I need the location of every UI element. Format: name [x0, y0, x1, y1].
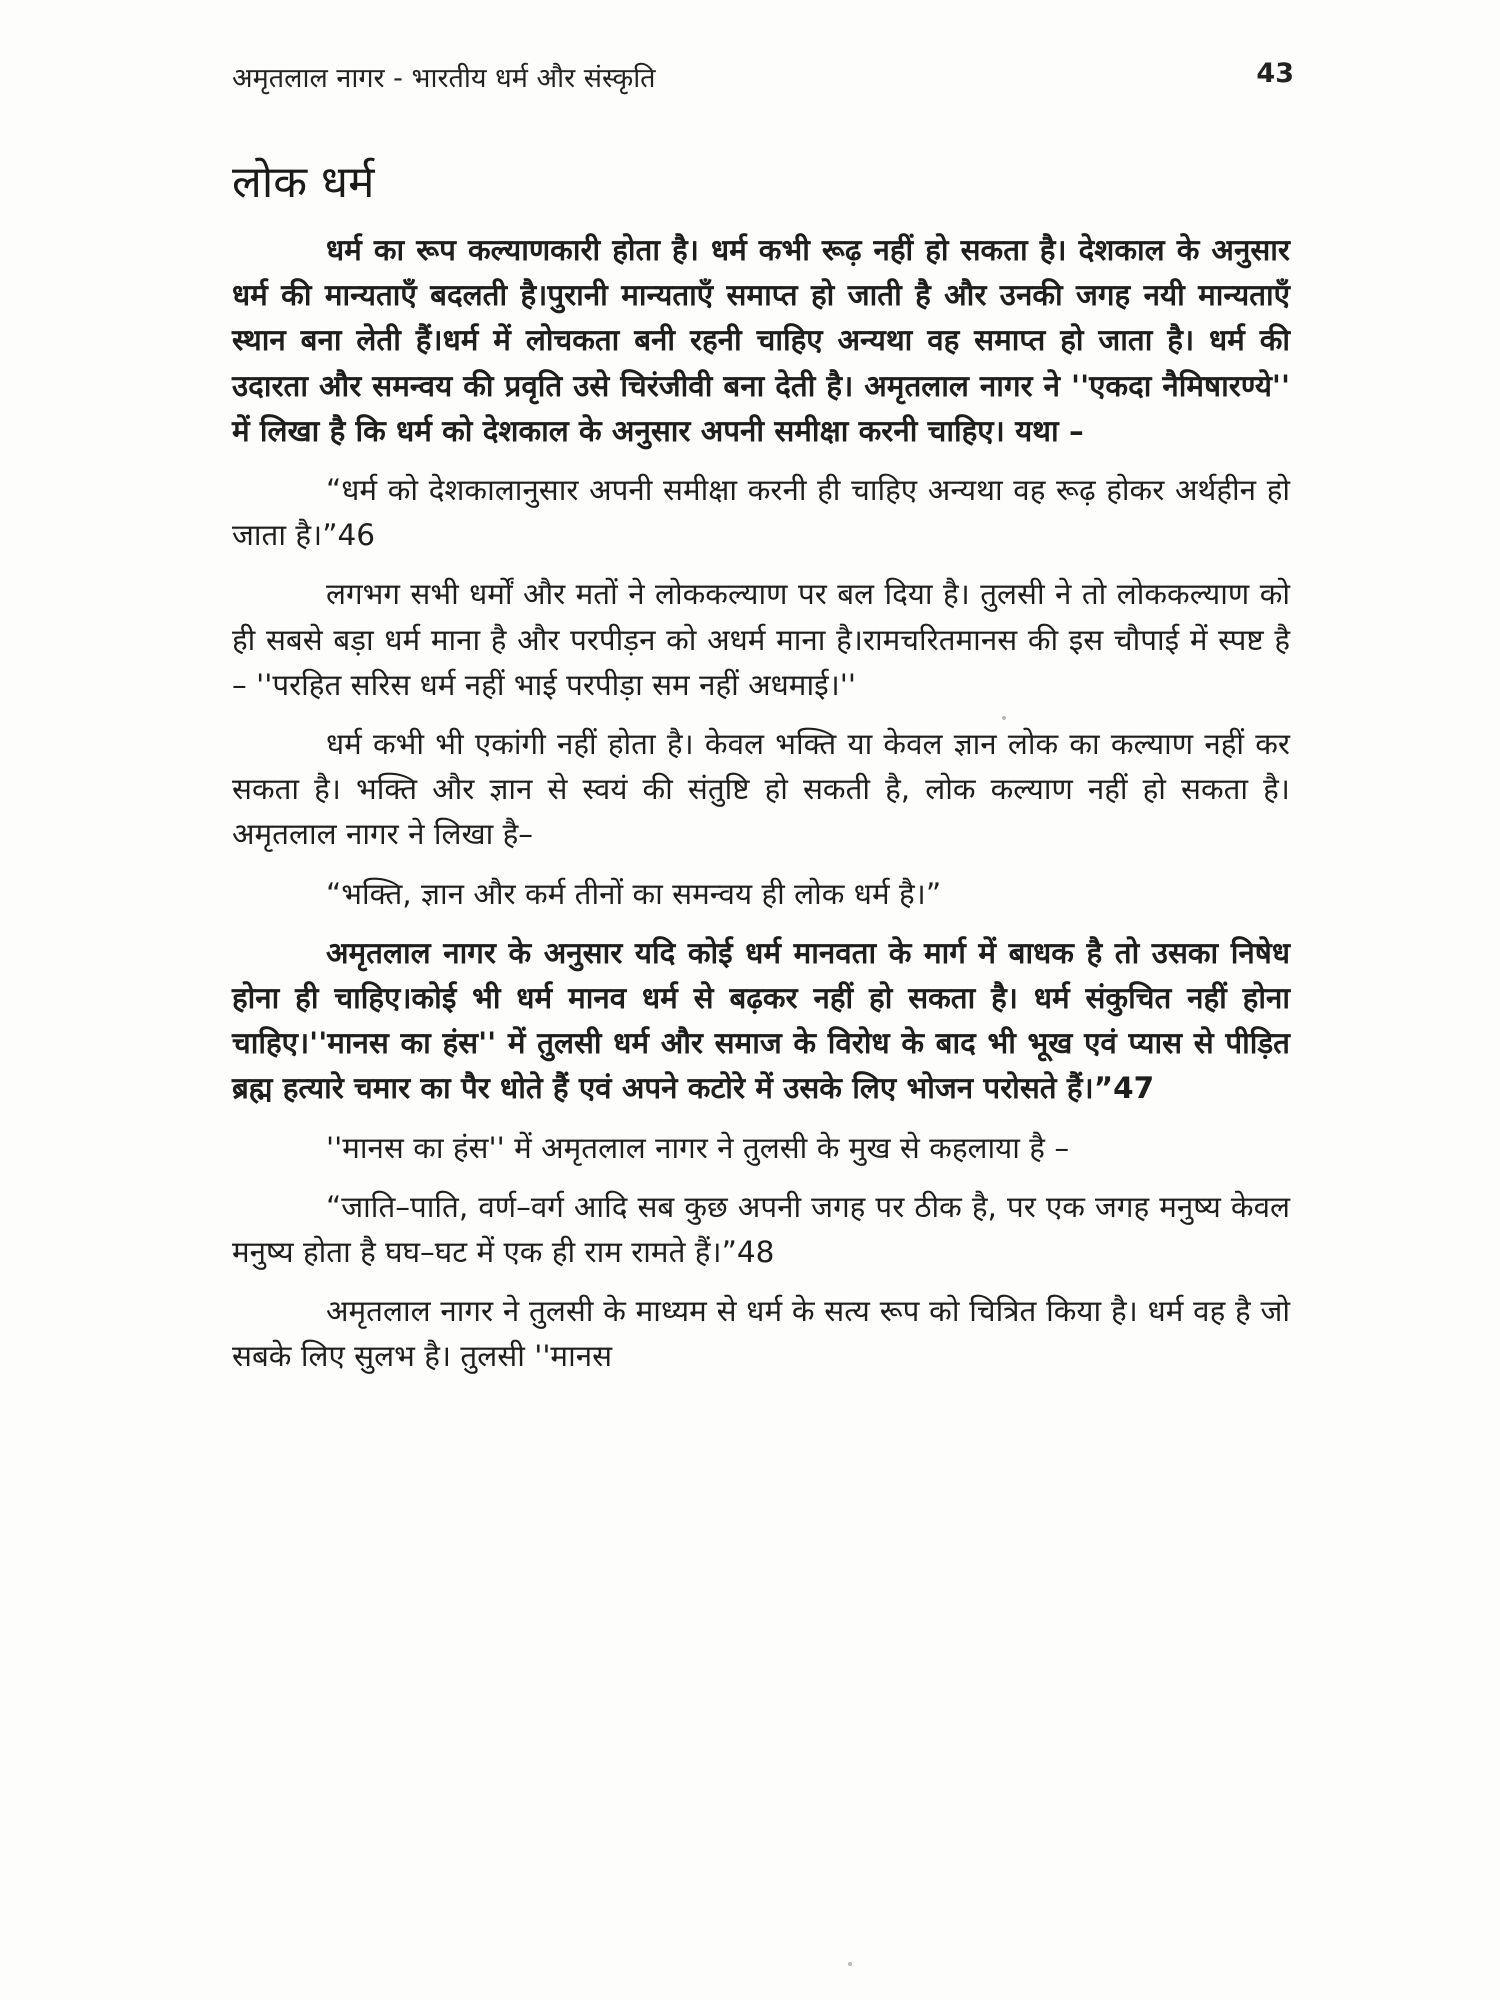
quotation: “धर्म को देशकालानुसार अपनी समीक्षा करनी ही चाहिए अन्यथा वह रूढ़ होकर अर्थहीन हो जाता है।”46 — [232, 473, 1290, 553]
paragraph: धर्म का रूप कल्याणकारी होता है। धर्म कभी रूढ़ नहीं हो सकता है। देशकाल के अनुसार धर्म की मान्यताएँ बदलती है।पुरानी मान्यताएँ समाप्त हो जाती है और उनकी जगह नयी मान्यताएँ स्थान बना लेती हैं।धर्म में लोचकता बनी रहनी चाहिए अन्यथा वह समाप्त हो जाता है। धर्म की उदारता और समन्वय की प्रवृति उसे चिरंजीवी बना देती है। अमृतलाल नागर ने ''एकदा नैमिषारण्ये'' में लिखा है कि धर्म को देशकाल के अनुसार अपनी समीक्षा करनी चाहिए। यथा – — [232, 233, 1290, 448]
running-header — [232, 58, 1294, 98]
quotation: “भक्ति, ज्ञान और कर्म तीनों का समन्वय ही लोक धर्म है।” — [326, 876, 942, 911]
running-title: अमृतलाल नागर - भारतीय धर्म और संस्कृति — [232, 63, 656, 94]
section-heading: लोक धर्म — [232, 157, 375, 208]
paragraph: अमृतलाल नागर के अनुसार यदि कोई धर्म मानवता के मार्ग में बाधक है तो उसका निषेध होना ही चाहिए।कोई भी धर्म मानव धर्म से बढ़कर नहीं हो सकता है। धर्म संकुचित नहीं होना चाहिए।''मानस का हंस'' में तुलसी धर्म और समाज के विरोध के बाद भी भूख एवं प्यास से पीड़ित ब्रह्म हत्यारे चमार का पैर धोते हैं एवं अपने कटोरे में उसके लिए भोजन परोसते हैं।”47 — [232, 935, 1290, 1106]
paragraph: धर्म कभी भी एकांगी नहीं होता है। केवल भक्ति या केवल ज्ञान लोक का कल्याण नहीं कर सकता है। भक्ति और ज्ञान से स्वयं की संतुष्टि हो सकती है, लोक कल्याण नहीं हो सकता है। अमृतलाल नागर ने लिखा है– — [232, 727, 1290, 852]
scan-speck — [1002, 716, 1006, 720]
body-text — [232, 228, 1290, 1394]
paragraph: अमृतलाल नागर ने तुलसी के माध्यम से धर्म के सत्य रूप को चित्रित किया है। धर्म वह है जो सबके लिए सुलभ है। तुलसी ''मानस — [232, 1294, 1290, 1374]
page-number: 43 — [1256, 58, 1294, 89]
paragraph: लगभग सभी धर्मों और मतों ने लोककल्याण पर बल दिया है। तुलसी ने तो लोककल्याण को ही सबसे बड़ा धर्म माना है और परपीड़न को अधर्म माना है।रामचरितमानस की इस चौपाई में स्पष्ट है – ''परहित सरिस धर्म नहीं भाई परपीड़ा सम नहीं अधमाई।'' — [232, 577, 1290, 702]
paragraph: ''मानस का हंस'' में अमृतलाल नागर ने तुलसी के मुख से कहलाया है – — [326, 1130, 1070, 1165]
scan-speck — [848, 1962, 852, 1966]
quotation: “जाति–पाति, वर्ण–वर्ग आदि सब कुछ अपनी जगह पर ठीक है, पर एक जगह मनुष्य केवल मनुष्य होता है घघ–घट में एक ही राम रामते हैं।”48 — [232, 1189, 1290, 1270]
